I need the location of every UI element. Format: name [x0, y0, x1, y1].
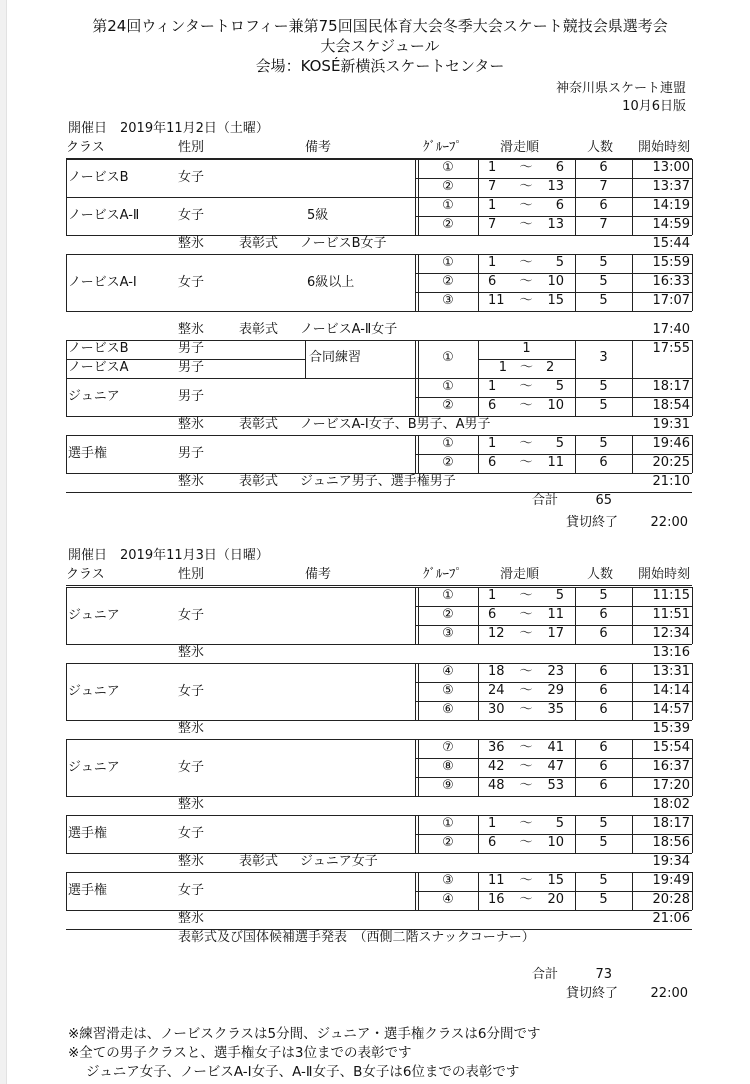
skater-count: 6	[599, 455, 608, 470]
total-value: 65	[595, 493, 612, 508]
rule	[415, 663, 416, 720]
award-label: 表彰式	[239, 474, 279, 489]
order-from: 16	[488, 892, 505, 907]
start-time: 18:17	[652, 379, 690, 394]
start-time: 13:16	[652, 645, 690, 660]
order-to: 5	[555, 816, 564, 831]
award-label: 表彰式	[239, 854, 279, 869]
rule	[66, 815, 67, 853]
skater-count: 6	[599, 702, 608, 717]
start-time: 15:54	[652, 740, 690, 755]
class-name: ノービスA-Ⅱ	[68, 208, 140, 223]
skater-count: 7	[599, 217, 608, 232]
order-to: 15	[547, 293, 564, 308]
skater-count: 6	[599, 759, 608, 774]
start-time: 21:06	[652, 911, 690, 926]
order-to: 53	[547, 778, 564, 793]
order-tilde: ～	[519, 160, 533, 175]
order-tilde: ～	[519, 664, 533, 679]
group-number: ⑧	[442, 759, 454, 774]
rule	[478, 587, 479, 644]
group-number: ①	[442, 816, 454, 831]
group-number: ①	[442, 198, 454, 213]
skater-count: 5	[599, 588, 608, 603]
start-time: 14:19	[652, 198, 690, 213]
start-time: 15:59	[652, 255, 690, 270]
closing-time: 22:00	[650, 515, 688, 530]
order-to: 29	[547, 683, 564, 698]
start-time: 21:10	[652, 474, 690, 489]
group-number: ②	[442, 607, 454, 622]
order-tilde: ～	[519, 274, 533, 289]
remarks: 6級以上	[307, 274, 355, 290]
header-rule	[66, 585, 692, 586]
column-header-gender: 性別	[178, 140, 205, 155]
start-time: 19:34	[652, 854, 690, 869]
start-time: 14:59	[652, 217, 690, 232]
rule	[415, 340, 416, 378]
group-number: ②	[442, 835, 454, 850]
order-to: 10	[547, 398, 564, 413]
skater-count: 5	[599, 873, 608, 888]
group-number: ⑤	[442, 683, 454, 698]
start-time: 19:31	[652, 417, 690, 432]
gender: 女子	[178, 883, 205, 898]
column-header-class: クラス	[66, 140, 105, 155]
rule	[692, 739, 693, 796]
order-to: 41	[547, 740, 564, 755]
order-to: 5	[555, 379, 564, 394]
organizer: 神奈川県スケート連盟	[555, 81, 686, 96]
award-label: 表彰式	[239, 322, 279, 337]
resurface-label: 整氷	[178, 236, 205, 251]
order-tilde: ～	[519, 778, 533, 793]
order-tilde: ～	[519, 293, 533, 308]
order-tilde: ～	[519, 255, 533, 270]
group-number: ①	[442, 350, 454, 365]
rule	[66, 872, 67, 910]
award-label: 表彰式	[239, 236, 279, 251]
start-time: 16:33	[652, 274, 690, 289]
skater-count: 7	[599, 179, 608, 194]
order-from: 11	[488, 293, 505, 308]
rule	[66, 796, 692, 797]
order-tilde: ～	[519, 217, 533, 232]
rule	[66, 311, 692, 312]
group-number: ③	[442, 626, 454, 641]
gender: 女子	[178, 208, 205, 223]
start-time: 13:37	[652, 179, 690, 194]
start-time: 17:20	[652, 778, 690, 793]
column-header-group: ｸﾞﾙｰﾌﾟ	[423, 567, 462, 582]
order-tilde: ～	[519, 892, 533, 907]
award-target: ノービスA-Ⅱ女子	[300, 322, 398, 337]
order-from: 1	[488, 255, 497, 270]
gender: 女子	[178, 759, 205, 775]
order-tilde: ～	[519, 198, 533, 213]
rule	[66, 197, 67, 235]
resurface-label: 整氷	[178, 721, 205, 736]
gender: 女子	[178, 607, 205, 623]
start-time: 18:02	[652, 797, 690, 812]
order-tilde: ～	[519, 398, 533, 413]
order-from: 7	[488, 179, 497, 194]
resurface-label: 整氷	[178, 322, 205, 337]
rule	[478, 739, 479, 796]
order-from: 7	[488, 217, 497, 232]
start-time: 11:51	[652, 607, 690, 622]
order-to: 5	[555, 588, 564, 603]
order-to: 6	[555, 198, 564, 213]
start-time: 15:44	[652, 236, 690, 251]
order-tilde: ～	[519, 835, 533, 850]
order-tilde: ～	[519, 759, 533, 774]
award-ceremony-note: 表彰式及び国体候補選手発表 （西側二階スナックコーナー）	[178, 930, 535, 945]
rule	[692, 587, 693, 644]
resurface-label: 整氷	[178, 474, 205, 489]
start-time: 17:07	[652, 293, 690, 308]
group-number: ①	[442, 379, 454, 394]
order-tilde: ～	[519, 436, 533, 451]
order-to: 11	[547, 455, 564, 470]
class-name: ジュニア	[68, 683, 120, 699]
class-name: ジュニア	[68, 759, 120, 775]
order-to: 10	[547, 835, 564, 850]
class-name: ジュニア	[68, 607, 120, 623]
group-number: ②	[442, 455, 454, 470]
rule	[66, 720, 692, 721]
closing-time: 22:00	[650, 986, 688, 1001]
note-warmup: ※練習滑走は、ノービスクラスは5分間、ジュニア・選手権クラスは6分間です	[68, 1026, 541, 1042]
rule	[692, 663, 693, 720]
start-time: 13:31	[652, 664, 690, 679]
order-from: 42	[488, 759, 505, 774]
order-range: 1 ～ 2	[498, 360, 555, 375]
order-to: 13	[547, 179, 564, 194]
column-header-order: 滑走順	[500, 567, 540, 582]
order-tilde: ～	[519, 816, 533, 831]
order-to: 47	[547, 759, 564, 774]
order-tilde: ～	[519, 607, 533, 622]
rule	[66, 587, 67, 644]
order-tilde: ～	[519, 626, 533, 641]
start-time: 14:14	[652, 683, 690, 698]
order-tilde: ～	[519, 455, 533, 470]
rule	[415, 254, 416, 311]
skater-count: 6	[599, 160, 608, 175]
start-time: 17:55	[652, 341, 690, 356]
column-header-order: 滑走順	[500, 140, 540, 155]
gender: 女子	[178, 274, 205, 290]
rule	[692, 815, 693, 853]
skater-count: 6	[599, 683, 608, 698]
group-number: ⑦	[442, 740, 454, 755]
group-number: ②	[442, 217, 454, 232]
event-title: 第24回ウィンタートロフィー兼第75回国民体育大会冬季大会スケート競技会県選考会	[92, 17, 668, 35]
award-target: ジュニア男子、選手権男子	[300, 474, 456, 489]
column-header-start: 開始時刻	[638, 140, 691, 155]
order-to: 20	[547, 892, 564, 907]
class-name: ノービスB	[68, 170, 129, 185]
column-header-group: ｸﾞﾙｰﾌﾟ	[423, 140, 462, 155]
start-time: 19:49	[652, 873, 690, 888]
rule	[66, 378, 67, 416]
award-label: 表彰式	[239, 417, 279, 432]
start-time: 11:15	[652, 588, 690, 603]
note-awards-men: ※全ての男子クラスと、選手権女子は3位までの表彰です	[68, 1045, 412, 1061]
schedule-title: 大会スケジュール	[320, 37, 440, 55]
group-number: ①	[442, 588, 454, 603]
award-target: ジュニア女子	[300, 854, 378, 869]
start-time: 15:39	[652, 721, 690, 736]
column-header-start: 開始時刻	[638, 567, 691, 582]
order-to: 11	[547, 607, 564, 622]
order-tilde: ～	[519, 379, 533, 394]
order-from: 1	[488, 160, 497, 175]
column-header-remarks: 備考	[305, 567, 332, 582]
resurface-label: 整氷	[178, 645, 205, 660]
order-from: 1	[488, 588, 497, 603]
total-value: 73	[595, 967, 612, 982]
rule	[66, 435, 67, 473]
order-to: 5	[555, 255, 564, 270]
rule	[692, 378, 693, 416]
skater-count: 5	[599, 436, 608, 451]
remarks: 合同練習	[309, 350, 362, 365]
start-time: 19:46	[652, 436, 690, 451]
order-from: 30	[488, 702, 505, 717]
column-header-class: クラス	[66, 567, 105, 582]
order-tilde: ～	[519, 179, 533, 194]
rule	[478, 254, 479, 311]
award-target: ノービスB女子	[300, 236, 387, 251]
start-time: 18:56	[652, 835, 690, 850]
rule	[66, 663, 67, 720]
skater-count: 5	[599, 398, 608, 413]
class-name: 選手権	[68, 446, 108, 461]
skater-count: 5	[599, 835, 608, 850]
rule	[66, 254, 67, 311]
gender: 男子	[178, 341, 205, 356]
skater-count: 6	[599, 740, 608, 755]
skater-count: 3	[599, 350, 608, 365]
group-number: ①	[442, 160, 454, 175]
order-from: 6	[488, 835, 497, 850]
resurface-label: 整氷	[178, 417, 205, 432]
order-from: 1	[488, 379, 497, 394]
resurface-label: 整氷	[178, 854, 205, 869]
skater-count: 6	[599, 664, 608, 679]
group-number: ④	[442, 892, 454, 907]
note-awards-women: ジュニア女子、ノービスA-Ⅰ女子、A-Ⅱ女子、B女子は6位までの表彰です	[86, 1064, 520, 1080]
rule	[692, 159, 693, 197]
rule	[66, 739, 67, 796]
closing-label: 貸切終了	[566, 515, 619, 530]
rule	[66, 644, 692, 645]
version-date: 10月6日版	[622, 99, 686, 114]
class-name: ジュニア	[68, 389, 120, 404]
skater-count: 5	[599, 293, 608, 308]
order-to: 10	[547, 274, 564, 289]
rule	[478, 663, 479, 720]
award-target: ノービスA-Ⅰ女子、B男子、A男子	[300, 417, 491, 432]
order-tilde: ～	[519, 702, 533, 717]
start-time: 17:40	[652, 322, 690, 337]
gender: 女子	[178, 826, 205, 841]
order-from: 1	[488, 198, 497, 213]
order-from: 6	[488, 274, 497, 289]
start-time: 14:57	[652, 702, 690, 717]
group-number: ②	[442, 398, 454, 413]
resurface-label: 整氷	[178, 911, 205, 926]
column-header-count: 人数	[587, 567, 614, 582]
order-to: 35	[547, 702, 564, 717]
skater-count: 5	[599, 274, 608, 289]
skater-count: 6	[599, 626, 608, 641]
order-range: 1	[522, 341, 531, 356]
order-from: 6	[488, 398, 497, 413]
rule	[415, 587, 416, 644]
rule	[692, 254, 693, 311]
class-name: 選手権	[68, 883, 108, 898]
rule	[692, 197, 693, 235]
skater-count: 5	[599, 892, 608, 907]
start-time: 18:17	[652, 816, 690, 831]
order-tilde: ～	[519, 588, 533, 603]
class-name: ノービスA	[68, 360, 129, 375]
group-number: ③	[442, 873, 454, 888]
order-from: 1	[488, 436, 497, 451]
remarks: 5級	[307, 208, 329, 223]
start-time: 20:25	[652, 455, 690, 470]
total-label: 合計	[532, 493, 559, 508]
total-label: 合計	[532, 967, 559, 982]
gender: 男子	[178, 360, 205, 375]
order-from: 24	[488, 683, 505, 698]
order-tilde: ～	[519, 873, 533, 888]
gender: 女子	[178, 683, 205, 699]
event-date: 開催日 2019年11月2日（土曜）	[68, 121, 269, 136]
order-from: 36	[488, 740, 505, 755]
group-number: ④	[442, 664, 454, 679]
rule	[415, 739, 416, 796]
scan-edge	[0, 0, 7, 1084]
group-number: ⑥	[442, 702, 454, 717]
class-name: 選手権	[68, 826, 108, 841]
order-to: 5	[555, 436, 564, 451]
gender: 男子	[178, 389, 205, 404]
order-from: 48	[488, 778, 505, 793]
group-number: ⑨	[442, 778, 454, 793]
skater-count: 6	[599, 778, 608, 793]
skater-count: 5	[599, 379, 608, 394]
rule	[66, 159, 67, 197]
order-to: 15	[547, 873, 564, 888]
group-number: ②	[442, 179, 454, 194]
group-number: ②	[442, 274, 454, 289]
skater-count: 5	[599, 255, 608, 270]
group-number: ①	[442, 255, 454, 270]
order-tilde: ～	[519, 740, 533, 755]
column-header-remarks: 備考	[305, 140, 332, 155]
column-header-gender: 性別	[178, 567, 205, 582]
order-to: 13	[547, 217, 564, 232]
order-from: 12	[488, 626, 505, 641]
start-time: 20:28	[652, 892, 690, 907]
order-from: 1	[488, 816, 497, 831]
skater-count: 5	[599, 816, 608, 831]
order-from: 6	[488, 607, 497, 622]
group-number: ③	[442, 293, 454, 308]
order-from: 18	[488, 664, 505, 679]
rule	[305, 340, 306, 378]
event-date: 開催日 2019年11月3日（日曜）	[68, 548, 269, 563]
order-to: 6	[555, 160, 564, 175]
closing-label: 貸切終了	[566, 986, 619, 1001]
skater-count: 6	[599, 607, 608, 622]
rule	[692, 340, 693, 378]
rule	[66, 340, 67, 378]
rule	[66, 910, 692, 911]
order-to: 23	[547, 664, 564, 679]
start-time: 18:54	[652, 398, 690, 413]
skater-count: 6	[599, 198, 608, 213]
venue: 会場：KOSÉ新横浜スケートセンター	[255, 57, 505, 75]
rule	[692, 435, 693, 473]
order-from: 11	[488, 873, 505, 888]
order-tilde: ～	[519, 683, 533, 698]
rule	[692, 872, 693, 910]
column-header-count: 人数	[587, 140, 614, 155]
start-time: 13:00	[652, 160, 690, 175]
group-number: ①	[442, 436, 454, 451]
gender: 女子	[178, 170, 205, 185]
resurface-label: 整氷	[178, 797, 205, 812]
gender: 男子	[178, 446, 205, 461]
order-to: 17	[547, 626, 564, 641]
start-time: 12:34	[652, 626, 690, 641]
class-name: ノービスB	[68, 341, 129, 356]
class-name: ノービスA-Ⅰ	[68, 274, 137, 290]
order-from: 6	[488, 455, 497, 470]
start-time: 16:37	[652, 759, 690, 774]
